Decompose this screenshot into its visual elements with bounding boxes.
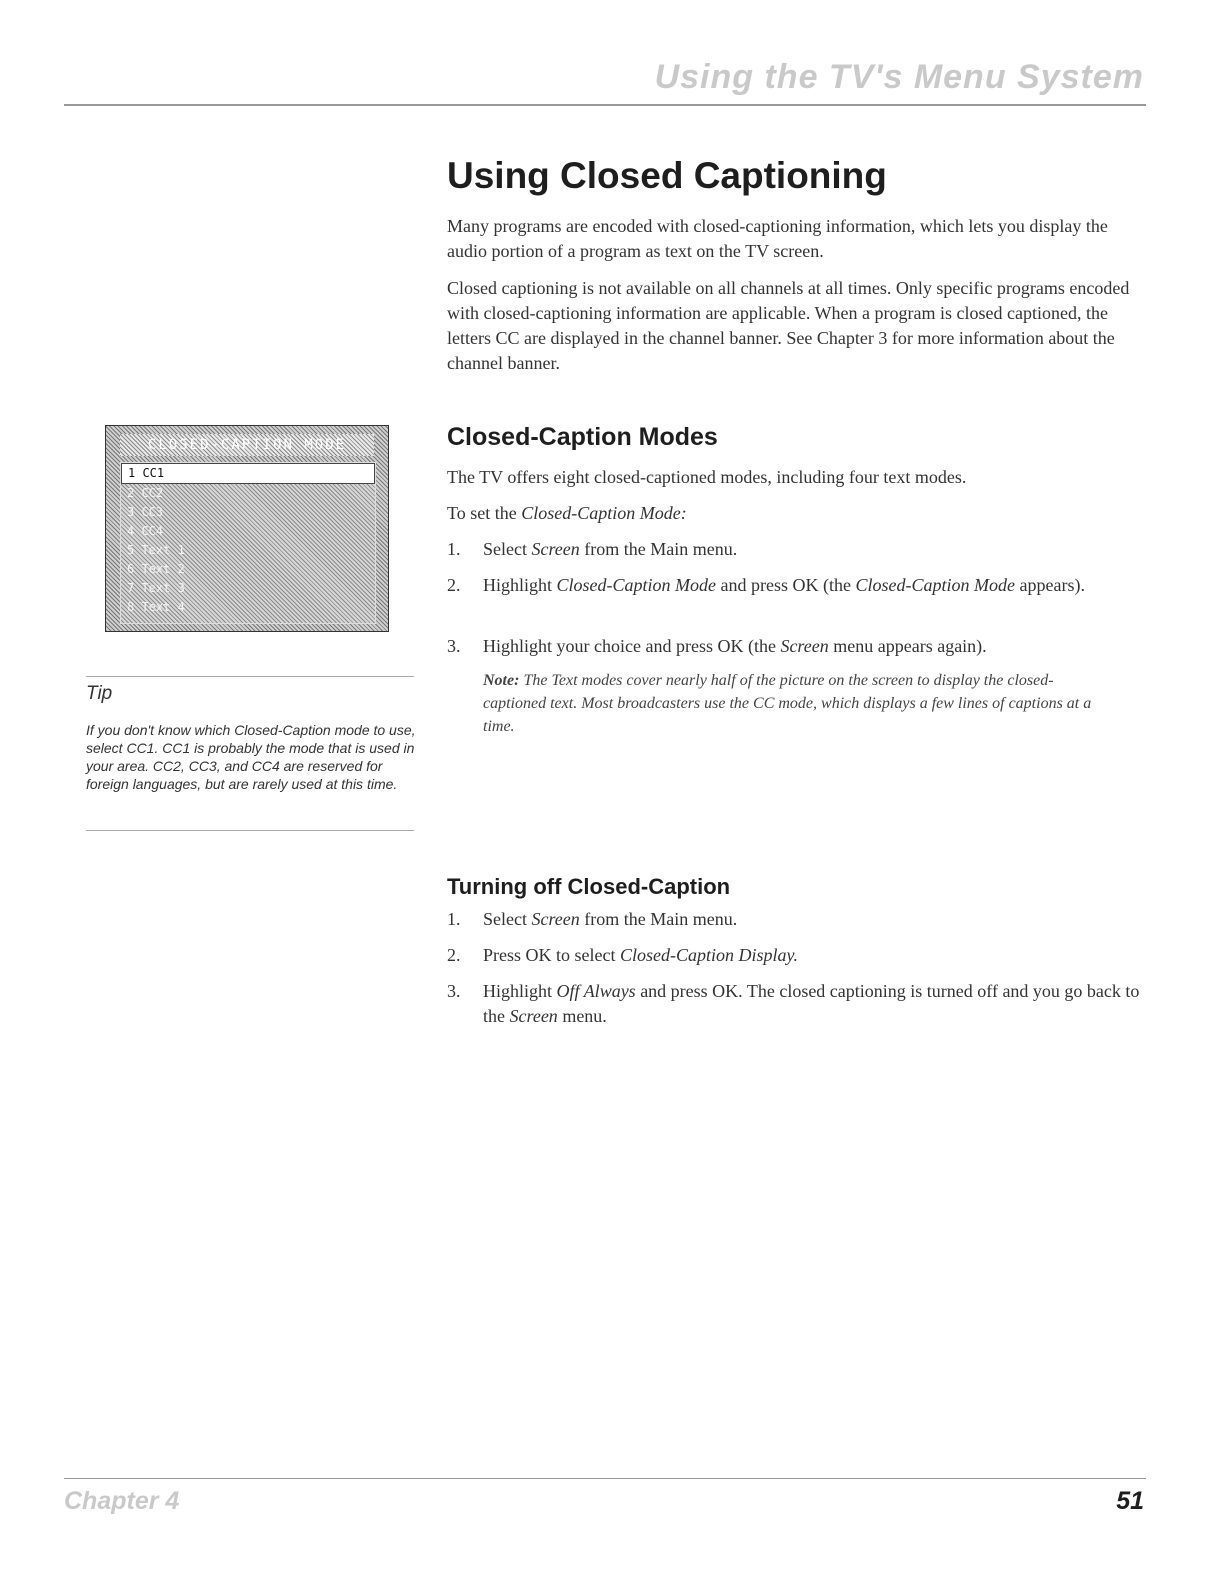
tv-menu-item: 5 Text 1 <box>127 543 185 557</box>
header-rule <box>64 104 1146 106</box>
footer-chapter: Chapter 4 <box>64 1487 180 1515</box>
tip-body: If you don't know which Closed-Caption mode to use, select CC1. CC1 is probably the mode that is used in your area. CC2, CC3, and CC4 are reserved for foreign languages, but are rarely used at this time. <box>86 722 416 792</box>
turnoff-step-2: 2. Press OK to select Closed-Caption Display. <box>447 945 798 965</box>
tv-menu-list <box>120 462 376 624</box>
tv-menu-item: 1 CC1 <box>121 463 375 484</box>
note: Note: The Text modes cover nearly half of the picture on the screen to display the closed-captioned text. Most broadcasters use the CC mode, which displays a few lines of captions at a time. <box>483 672 1092 735</box>
page-title: Using Closed Captioning <box>447 155 887 196</box>
intro-paragraph-1: Many programs are encoded with closed-captioning information, which lets you display the audio portion of a program as text on the TV screen. <box>447 216 1108 261</box>
intro-paragraph-2: Closed captioning is not available on all channels at all times. Only specific programs encoded with closed-captioning information are applicable. When a program is closed captioned, the letters CC are displayed in the channel banner. See Chapter 3 for more information about the channel banner. <box>447 278 1130 373</box>
tip-title: Tip <box>86 683 113 704</box>
modes-heading: Closed-Caption Modes <box>447 423 718 451</box>
running-header: Using the TV's Menu System <box>654 58 1144 96</box>
modes-step-3: 3. Highlight your choice and press OK (the Screen menu appears again). <box>447 636 987 656</box>
tv-menu-title: CLOSED-CAPTION MODE <box>120 434 374 456</box>
tip-bottom-rule <box>86 830 414 831</box>
tv-menu-screenshot <box>105 425 389 632</box>
turnoff-step-1: 1. Select Screen from the Main menu. <box>447 909 738 929</box>
tv-menu-item: 4 CC4 <box>127 524 164 538</box>
modes-intro: The TV offers eight closed-captioned modes, including four text modes. <box>447 467 967 487</box>
tv-menu-item: 3 CC3 <box>127 505 164 519</box>
turnoff-heading: Turning off Closed-Caption <box>447 874 731 899</box>
modes-set-line: To set the Closed-Caption Mode: <box>447 503 687 523</box>
modes-step-2: 2. Highlight Closed-Caption Mode and press OK (the Closed-Caption Mode appears). <box>447 575 1085 595</box>
tv-menu-item: 6 Text 2 <box>127 562 185 576</box>
modes-step-1: 1. Select Screen from the Main menu. <box>447 539 738 559</box>
tip-top-rule <box>86 676 414 677</box>
tv-menu-item: 7 Text 3 <box>127 581 185 595</box>
turnoff-step-3: 3. Highlight Off Always and press OK. The closed captioning is turned off and you go back to the Screen menu. <box>447 981 1140 1026</box>
footer-rule <box>64 1478 1146 1479</box>
page-number: 51 <box>1116 1487 1144 1515</box>
tv-menu-item: 8 Text 4 <box>127 600 185 614</box>
tv-menu-item: 2 CC2 <box>127 486 164 500</box>
